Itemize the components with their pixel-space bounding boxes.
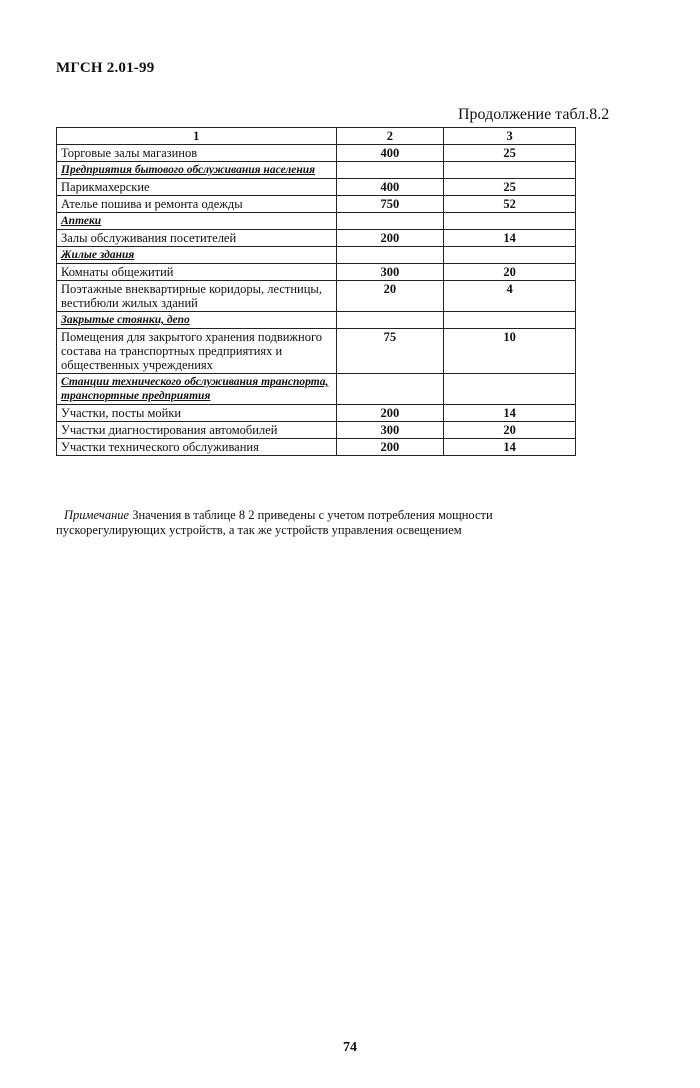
column-header-3: 3 bbox=[444, 128, 576, 145]
room-type-cell: Торговые залы магазинов bbox=[57, 145, 337, 162]
section-title: Предприятия бытового обслуживания населения bbox=[57, 162, 337, 179]
value-col3-cell: 10 bbox=[444, 329, 576, 374]
column-header-1: 1 bbox=[57, 128, 337, 145]
room-type-cell: Участки диагностирования автомобилей bbox=[57, 422, 337, 439]
section-title: Жилые здания bbox=[57, 247, 337, 264]
value-col2-cell: 75 bbox=[336, 329, 444, 374]
document-code: МГСН 2.01-99 bbox=[56, 60, 155, 76]
value-col3-cell: 20 bbox=[444, 264, 576, 281]
table-row bbox=[57, 196, 576, 213]
value-col3-cell bbox=[444, 213, 576, 230]
value-col3-cell: 25 bbox=[444, 179, 576, 196]
table-header-row bbox=[57, 128, 576, 145]
section-title: Станции технического обслуживания транспорта, транспортные предприятия bbox=[57, 374, 337, 405]
value-col2-cell: 200 bbox=[336, 230, 444, 247]
value-col3-cell: 14 bbox=[444, 230, 576, 247]
value-col2-cell: 200 bbox=[336, 439, 444, 456]
table-row bbox=[57, 281, 576, 312]
value-col2-cell: 300 bbox=[336, 264, 444, 281]
table-row bbox=[57, 422, 576, 439]
room-type-cell: Комнаты общежитий bbox=[57, 264, 337, 281]
value-col3-cell: 25 bbox=[444, 145, 576, 162]
table-body bbox=[57, 128, 576, 456]
table-section-row bbox=[57, 213, 576, 230]
table-section-row bbox=[57, 162, 576, 179]
table-row bbox=[57, 439, 576, 456]
value-col3-cell bbox=[444, 312, 576, 329]
table-row bbox=[57, 230, 576, 247]
table-row bbox=[57, 145, 576, 162]
room-type-cell: Участки, посты мойки bbox=[57, 405, 337, 422]
column-header-2: 2 bbox=[336, 128, 444, 145]
value-col2-cell: 20 bbox=[336, 281, 444, 312]
value-col3-cell: 4 bbox=[444, 281, 576, 312]
room-type-cell: Ателье пошива и ремонта одежды bbox=[57, 196, 337, 213]
table-continuation-caption: Продолжение табл.8.2 bbox=[458, 106, 610, 123]
room-type-cell: Участки технического обслуживания bbox=[57, 439, 337, 456]
value-col2-cell: 200 bbox=[336, 405, 444, 422]
room-type-cell: Залы обслуживания посетителей bbox=[57, 230, 337, 247]
room-type-cell: Парикмахерские bbox=[57, 179, 337, 196]
page-number: 74 bbox=[343, 1040, 357, 1055]
table-row bbox=[57, 179, 576, 196]
value-col3-cell: 20 bbox=[444, 422, 576, 439]
value-col2-cell bbox=[336, 162, 444, 179]
value-col3-cell: 52 bbox=[444, 196, 576, 213]
value-col2-cell bbox=[336, 374, 444, 405]
value-col2-cell bbox=[336, 213, 444, 230]
lighting-table bbox=[56, 127, 576, 456]
table-row bbox=[57, 329, 576, 374]
table-row bbox=[57, 405, 576, 422]
value-col2-cell: 300 bbox=[336, 422, 444, 439]
table-note bbox=[56, 508, 576, 538]
value-col2-cell bbox=[336, 312, 444, 329]
room-type-cell: Помещения для закрытого хранения подвижного состава на транспортных предприятиях и общественных учреждениях bbox=[57, 329, 337, 374]
value-col2-cell: 400 bbox=[336, 145, 444, 162]
value-col3-cell: 14 bbox=[444, 439, 576, 456]
table-section-row bbox=[57, 247, 576, 264]
note-label: Примечание bbox=[64, 508, 130, 522]
note-text: Значения в таблице 8 2 приведены с учетом потребления мощности пускорегулирующих устройств, а так же устройств управления освещением bbox=[56, 508, 493, 537]
value-col2-cell: 400 bbox=[336, 179, 444, 196]
table-section-row bbox=[57, 374, 576, 405]
table-row bbox=[57, 264, 576, 281]
value-col3-cell bbox=[444, 374, 576, 405]
value-col3-cell: 14 bbox=[444, 405, 576, 422]
table-section-row bbox=[57, 312, 576, 329]
section-title: Аптеки bbox=[57, 213, 337, 230]
room-type-cell: Поэтажные внеквартирные коридоры, лестницы, вестибюли жилых зданий bbox=[57, 281, 337, 312]
section-title: Закрытые стоянки, депо bbox=[57, 312, 337, 329]
value-col2-cell bbox=[336, 247, 444, 264]
value-col2-cell: 750 bbox=[336, 196, 444, 213]
value-col3-cell bbox=[444, 247, 576, 264]
value-col3-cell bbox=[444, 162, 576, 179]
